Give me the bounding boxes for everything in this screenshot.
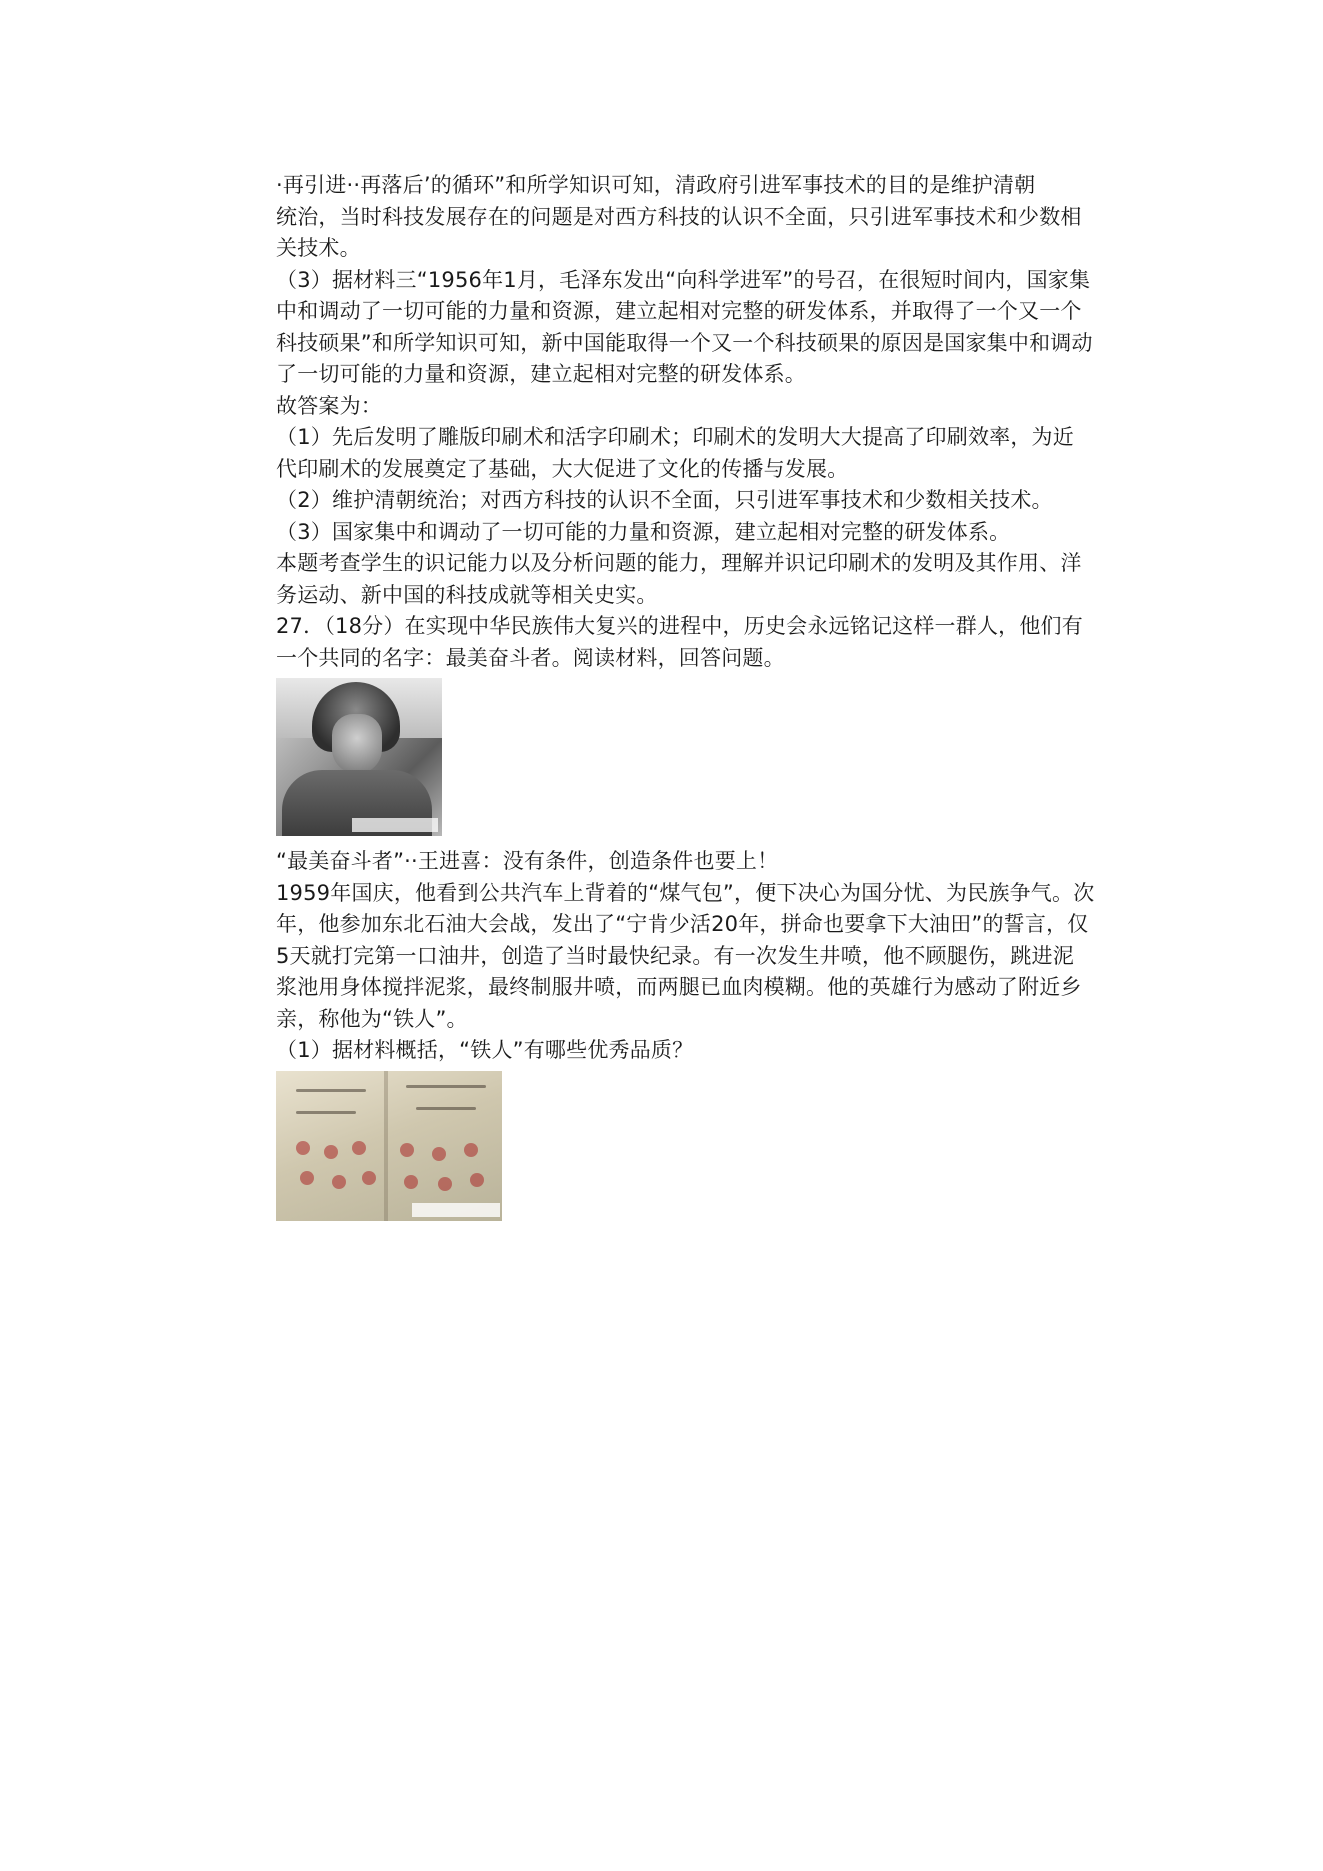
wang-jinxi-photo xyxy=(276,678,442,836)
handprint-document-photo xyxy=(276,1071,502,1221)
red-fingerprint xyxy=(362,1171,376,1185)
document-content xyxy=(276,170,1095,1221)
red-fingerprint xyxy=(332,1175,346,1189)
red-fingerprint xyxy=(432,1147,446,1161)
material-title: “最美奋斗者”··王进喜：没有条件，创造条件也要上！ xyxy=(276,849,779,873)
text-line: （3）国家集中和调动了一切可能的力量和资源，建立起相对完整的研发体系。 xyxy=(276,519,1011,544)
text-line: ·再引进··再落后’的循环”和所学知识可知，清政府引进军事技术的目的是维护清朝 xyxy=(276,173,1036,197)
handwriting-stroke xyxy=(406,1085,486,1088)
watermark xyxy=(352,818,438,832)
red-fingerprint xyxy=(296,1141,310,1155)
red-fingerprint xyxy=(404,1175,418,1189)
text-line: 本题考查学生的识记能力以及分析问题的能力，理解并识记印刷术的发明及其作用、洋 xyxy=(276,551,1082,575)
red-fingerprint xyxy=(400,1143,414,1157)
text-line: 了一切可能的力量和资源，建立起相对完整的研发体系。 xyxy=(276,362,806,386)
text-line: 务运动、新中国的科技成就等相关史实。 xyxy=(276,582,658,607)
red-fingerprint xyxy=(352,1141,366,1155)
question-1: （1）据材料概括，“铁人”有哪些优秀品质？ xyxy=(276,1038,694,1062)
text-line: 亲，称他为“铁人”。 xyxy=(276,1006,468,1031)
text-line: 代印刷术的发展奠定了基础，大大促进了文化的传播与发展。 xyxy=(276,456,849,481)
text-line: 关技术。 xyxy=(276,236,361,260)
answer-heading: 故答案为： xyxy=(276,393,382,418)
red-fingerprint xyxy=(324,1145,338,1159)
material-section xyxy=(276,846,1095,1067)
face xyxy=(332,714,382,774)
question-27-heading: 27．（18分）在实现中华民族伟大复兴的进程中，历史会永远铭记这样一群人，他们有 xyxy=(276,614,1083,638)
red-fingerprint xyxy=(464,1143,478,1157)
handwriting-stroke xyxy=(416,1107,476,1110)
text-line: （2）维护清朝统治；对西方科技的认识不全面，只引进军事技术和少数相关技术。 xyxy=(276,488,1053,512)
text-line: 统治，当时科技发展存在的问题是对西方科技的认识不全面，只引进军事技术和少数相 xyxy=(276,204,1082,229)
text-line: （1）先后发明了雕版印刷术和活字印刷术；印刷术的发明大大提高了印刷效率，为近 xyxy=(276,425,1074,449)
text-line: 年，他参加东北石油大会战，发出了“宁肯少活20年，拼命也要拿下大油田”的誓言，仅 xyxy=(276,912,1089,936)
text-line: 一个共同的名字：最美奋斗者。阅读材料，回答问题。 xyxy=(276,645,785,670)
paper-fold xyxy=(384,1071,388,1221)
red-fingerprint xyxy=(438,1177,452,1191)
text-line: 1959年国庆，他看到公共汽车上背着的“煤气包”，便下决心为国分忧、为民族争气。次 xyxy=(276,880,1095,905)
text-line: 浆池用身体搅拌泥浆，最终制服井喷，而两腿已血肉模糊。他的英雄行为感动了附近乡 xyxy=(276,975,1082,999)
text-line: 科技硕果”和所学知识可知，新中国能取得一个又一个科技硕果的原因是国家集中和调动 xyxy=(276,330,1093,355)
answer-section xyxy=(276,170,1093,674)
red-fingerprint xyxy=(300,1171,314,1185)
text-line: （3）据材料三“1956年1月，毛泽东发出“向科学进军”的号召，在很短时间内，国家集 xyxy=(276,267,1091,292)
text-line: 中和调动了一切可能的力量和资源，建立起相对完整的研发体系，并取得了一个又一个 xyxy=(276,299,1082,323)
handwriting-stroke xyxy=(296,1111,356,1114)
watermark xyxy=(412,1203,500,1217)
red-fingerprint xyxy=(470,1173,484,1187)
handwriting-stroke xyxy=(296,1089,366,1092)
text-line: 5天就打完第一口油井，创造了当时最快纪录。有一次发生井喷，他不顾腿伤，跳进泥 xyxy=(276,943,1074,968)
